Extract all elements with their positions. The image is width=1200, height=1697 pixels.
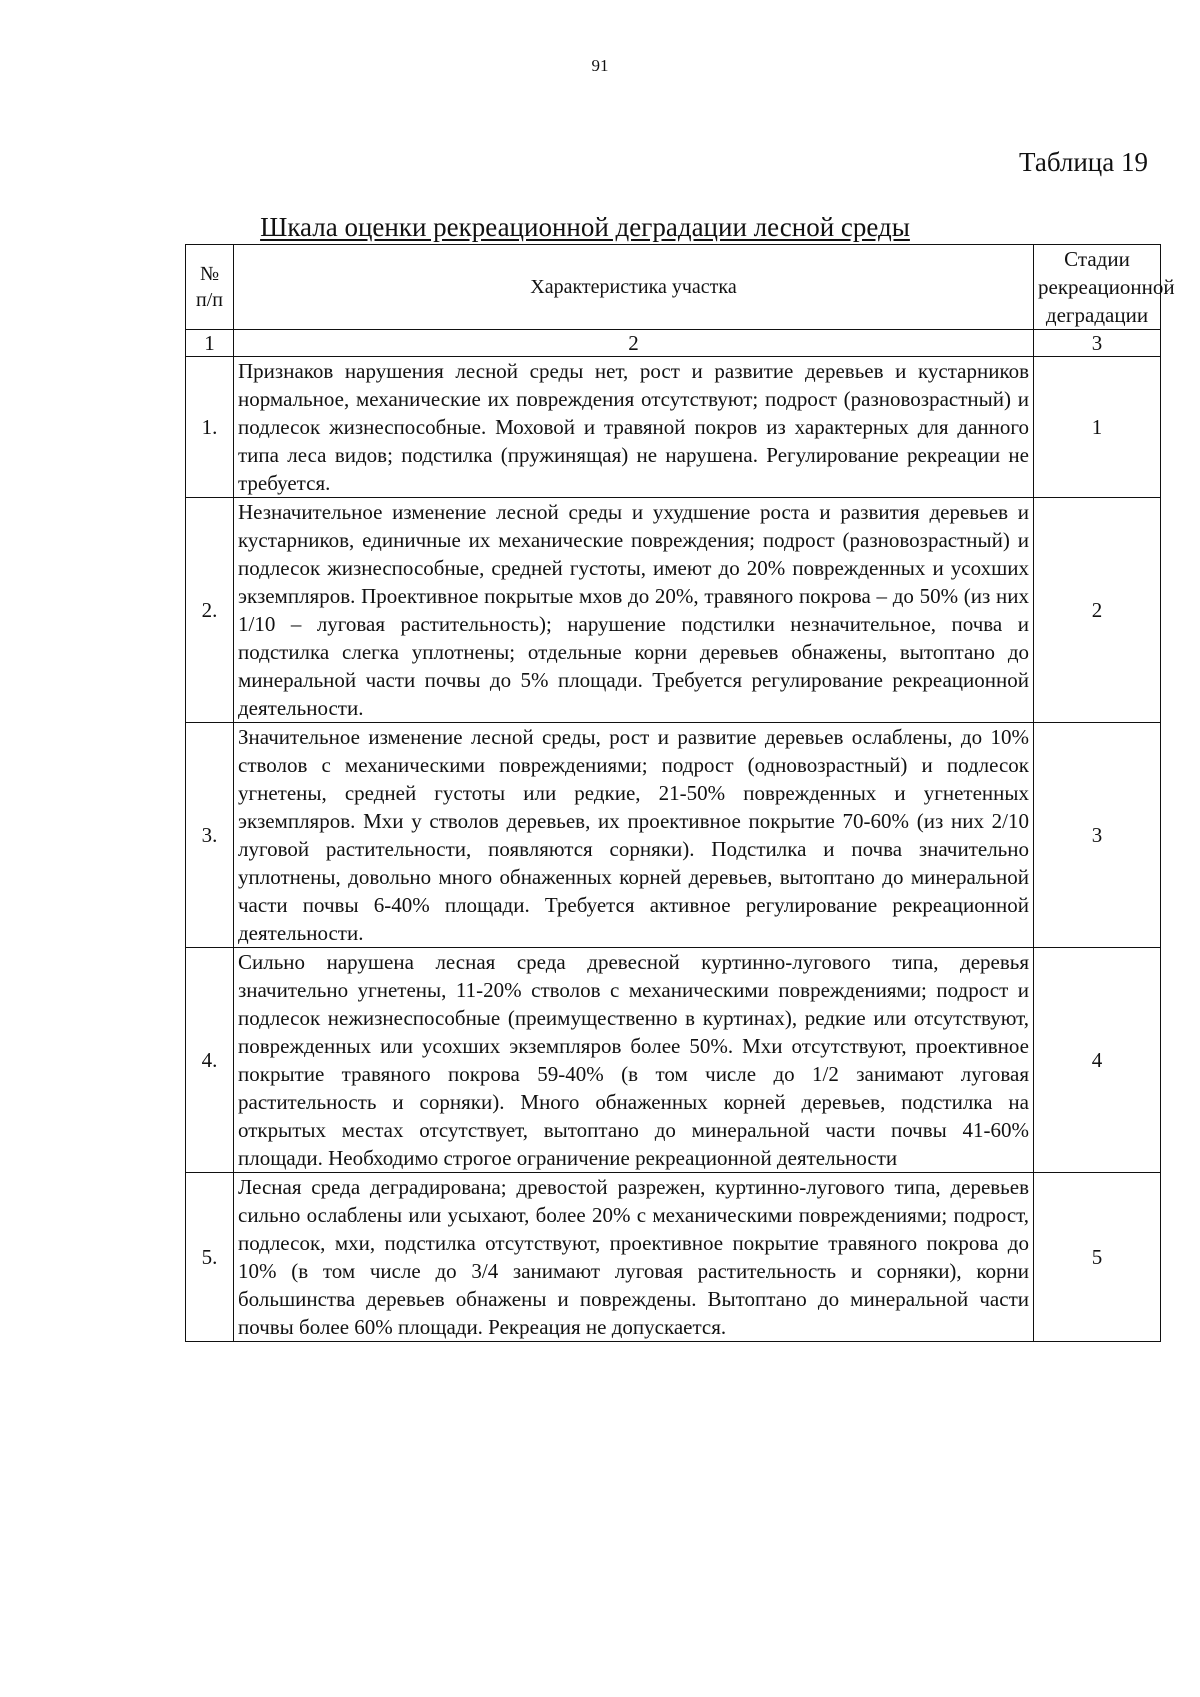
row-description: Признаков нарушения лесной среды нет, рост и развитие деревьев и кустарников нормальное, механические их повреждения отсутствуют; подрост (разновозрастный) и подлесок жизнеспособные. Моховой и травяной покров из характерных для данного типа леса видов; подстилка (пружинящая) не нарушена. Регулирование рекреации не требуется. <box>234 357 1034 498</box>
row-description: Лесная среда деградирована; древостой разрежен, куртинно-лугового типа, деревьев сильно ослаблены или усыхают, более 20% с механическими повреждениями; подрост, подлесок, мхи, подстилка отсутствуют, проективное покрытие травяного покрова до 10% (в том числе до 3/4 занимают луговая растительность и сорняки), корни большинства деревьев обнажены и повреждены. Вытоптано до минеральной части почвы более 60% площади. Рекреация не допускается. <box>234 1173 1034 1342</box>
row-stage: 5 <box>1034 1173 1161 1342</box>
header-description: Характеристика участка <box>234 245 1034 330</box>
row-description: Незначительное изменение лесной среды и ухудшение роста и развития деревьев и кустарников, единичные их механические повреждения; подрост (разновозрастный) и подлесок жизнеспособные, средней густоты, имеют до 20% поврежденных и усохших экземпляров. Проективное покрытые мхов до 20%, травяного покрова – до 50% (из них 1/10 – луговая растительность); нарушение подстилки незначительное, почва и подстилка слегка уплотнены; отдельные корни деревьев обнажены, вытоптано до минеральной части почвы до 5% площади. Требуется регулирование рекреационной деятельности. <box>234 498 1034 723</box>
table-row <box>186 357 1161 498</box>
table-title: Шкала оценки рекреационной деградации лесной среды <box>260 212 910 242</box>
column-index-1: 1 <box>186 330 234 357</box>
row-num: 2. <box>186 498 234 723</box>
row-description: Сильно нарушена лесная среда древесной куртинно-лугового типа, деревья значительно угнетены, 11-20% стволов с механическими повреждениями; подрост и подлесок нежизнеспособные (преимущественно в куртинах), редкие или отсутствуют, поврежденных или усохших экземпляров более 50%. Мхи отсутствуют, проективное покрытие травяного покрова 59-40% (в том числе до 1/2 занимают луговая растительность и сорняки). Много обнаженных корней деревьев, подстилка на открытых местах отсутствует, вытоптано до минеральной части почвы 41-60% площади. Необходимо строгое ограничение рекреационной деятельности <box>234 948 1034 1173</box>
table-row <box>186 498 1161 723</box>
header-stage: Стадии рекреационной деградации <box>1034 245 1161 330</box>
row-stage: 3 <box>1034 723 1161 948</box>
column-index-2: 2 <box>234 330 1034 357</box>
table-row <box>186 723 1161 948</box>
row-num: 3. <box>186 723 234 948</box>
row-num: 5. <box>186 1173 234 1342</box>
row-num: 1. <box>186 357 234 498</box>
table-row <box>186 1173 1161 1342</box>
column-index-row <box>186 330 1161 357</box>
row-stage: 4 <box>1034 948 1161 1173</box>
table-header-row <box>186 245 1161 330</box>
row-num: 4. <box>186 948 234 1173</box>
row-description: Значительное изменение лесной среды, рост и развитие деревьев ослаблены, до 10% стволов с механическими повреждениями; подрост (одновозрастный) и подлесок угнетены, средней густоты или редкие, 21-50% поврежденных и угнетенных экземпляров. Мхи у стволов деревьев, их проективное покрытие 70-60% (из них 2/10 луговой растительности, появляются сорняки). Подстилка и почва значительно уплотнены, довольно много обнаженных корней деревьев, вытоптано до минеральной части почвы 6-40% площади. Требуется активное регулирование рекреационной деятельности. <box>234 723 1034 948</box>
table-row <box>186 948 1161 1173</box>
table-label: Таблица 19 <box>1019 147 1148 177</box>
degradation-scale-table <box>185 244 1175 1342</box>
row-stage: 1 <box>1034 357 1161 498</box>
column-index-3: 3 <box>1034 330 1161 357</box>
row-stage: 2 <box>1034 498 1161 723</box>
page-number: 91 <box>591 56 609 75</box>
header-num: № п/п <box>186 245 234 330</box>
